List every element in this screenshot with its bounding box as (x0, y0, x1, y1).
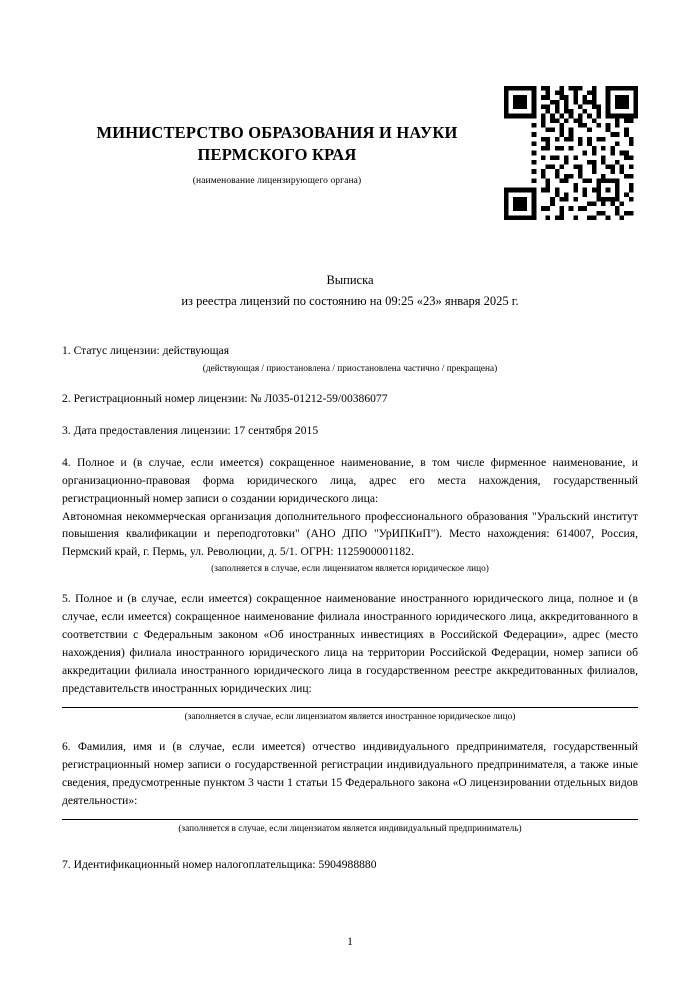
section-foreign-entity-text: 5. Полное и (в случае, если имеется) сокращенное наименование иностранного юридического лица, полное и (в случае, если имеется) сокращенное наименование филиала иностранного юридического лица, аккредитованного в соответствии с Федеральным законом «Об иностранных инвестициях в Российской Федерации», адрес (место нахождения) филиала иностранного юридического лица на территории Российской Федерации, номер записи об аккредитации филиала иностранного юридического лица в государственном реестре аккредитованных филиалов, представительств иностранных юридических лиц: (62, 592, 638, 695)
document-title-line2: из реестра лицензий по состоянию на 09:25 «23» января 2025 г. (181, 293, 519, 308)
section-status-hint: (действующая / приостановлена / приостановлена частично / прекращена) (202, 364, 498, 374)
section-grant-date-text: 3. Дата предоставления лицензии: 17 сентября 2015 (62, 423, 319, 437)
section-legal-entity-hint: (заполняется в случае, если лицензиатом является юридическое лицо) (211, 564, 489, 575)
section-reg-number-text: 2. Регистрационный номер лицензии: № Л035-01212-59/00386077 (62, 392, 388, 406)
section-individual-entrepreneur-fill-line (62, 819, 638, 820)
document-header (62, 0, 492, 186)
section-status-text: 1. Статус лицензии: действующая (62, 344, 230, 358)
section-inn (62, 850, 638, 874)
qr-code-svg (504, 86, 638, 220)
section-individual-entrepreneur (62, 738, 638, 836)
section-foreign-entity-fill-line (62, 707, 638, 708)
document-title-line1: Выписка (326, 272, 374, 287)
section-individual-entrepreneur-hint: (заполняется в случае, если лицензиатом является индивидуальный предприниматель) (178, 823, 522, 834)
section-inn-text: 7. Идентификационный номер налогоплательщика: 5904988880 (62, 857, 377, 871)
section-foreign-entity-hint: (заполняется в случае, если лицензиатом является иностранное юридическое лицо) (184, 711, 516, 722)
section-legal-entity-value: Автономная некоммерческая организация дополнительного профессионального образования "Уральский институт повышения квалификации и переподготовки" (АНО ДПО "УрИПКиП"). Место нахождения: 614007, Россия, Пермский край, г. Пермь, ул. Революции, д. 5/1. ОГРН: 1125900001182. (62, 509, 638, 558)
section-foreign-entity (62, 590, 638, 724)
qr-code-icon (504, 86, 638, 220)
org-caption: (наименование лицензирующего органа) (192, 175, 362, 186)
section-grant-date (62, 422, 638, 440)
page-title: МИНИСТЕРСТВО ОБРАЗОВАНИЯ И НАУКИ ПЕРМСКОГО КРАЯ (96, 123, 458, 165)
section-legal-entity-text: 4. Полное и (в случае, если имеется) сокращенное наименование, в том числе фирменное наименование, и организационно-правовая форма юридического лица, адрес его места нахождения, государственный регистрационный номер записи о создании юридического лица: (62, 455, 638, 505)
document-title (62, 270, 638, 313)
section-individual-entrepreneur-text: 6. Фамилия, имя и (в случае, если имеется) отчество индивидуального предпринимателя, государственный регистрационный номер записи о государственной регистрации индивидуального предпринимателя, а также иные сведения, предусмотренные пунктом 3 части 1 статьи 15 Федерального закона «О лицензировании отдельных видов деятельности»: (62, 739, 638, 807)
page-number: 1 (347, 936, 353, 948)
document-sections (62, 342, 638, 874)
section-reg-number (62, 390, 638, 408)
section-legal-entity (62, 454, 638, 576)
section-status (62, 342, 638, 376)
